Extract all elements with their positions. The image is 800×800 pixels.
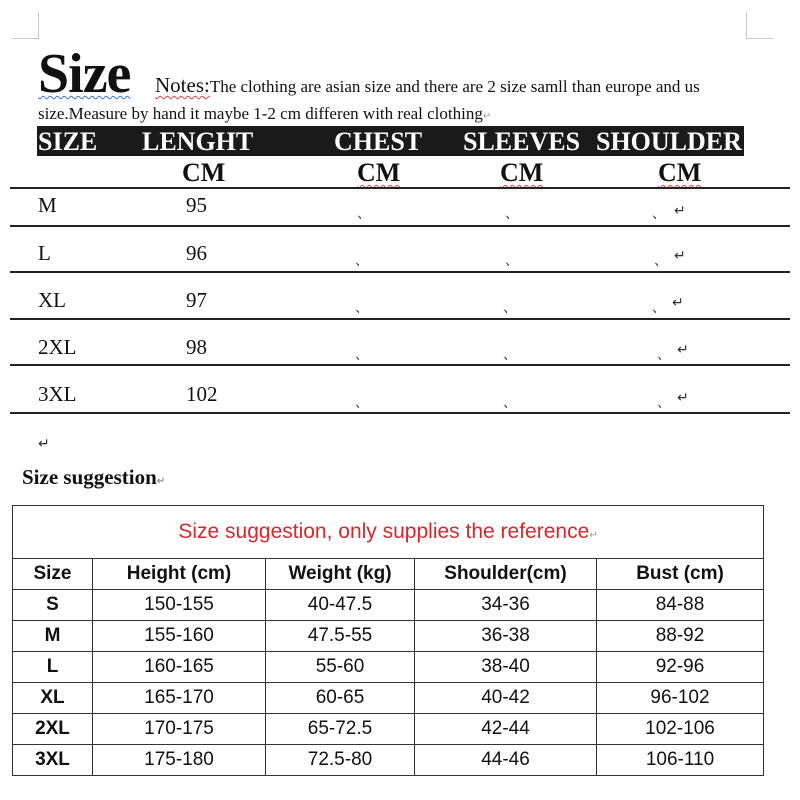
page-corner-mark-top-right [746, 12, 773, 39]
cell-weight: 60-65 [266, 683, 415, 714]
table-row [13, 745, 764, 776]
paragraph-mark-icon: ↵ [672, 296, 684, 311]
cell-bust: 96-102 [597, 683, 764, 714]
table-row [13, 652, 764, 683]
cell-shoulder: 42-44 [415, 714, 597, 745]
row-sleeves: 、 [503, 396, 517, 411]
header-weight: Weight (kg) [266, 559, 415, 590]
notes-line-2 [38, 104, 491, 124]
row-shoulder: 、 [652, 207, 666, 222]
cell-weight: 47.5-55 [266, 621, 415, 652]
header-length: LENGHT [142, 127, 254, 156]
notes-text-1: The clothing are asian size and there are 2 size samll than europe and us [209, 77, 700, 96]
paragraph-mark-icon: ↵ [38, 437, 50, 452]
table-rule [10, 364, 790, 366]
cell-height: 165-170 [93, 683, 266, 714]
cell-shoulder: 44-46 [415, 745, 597, 776]
row-shoulder: 、 [654, 254, 668, 269]
cell-weight: 40-47.5 [266, 590, 415, 621]
row-size: XL [38, 288, 66, 312]
table-rule [10, 271, 790, 273]
table-rule [10, 412, 790, 414]
table-row [13, 683, 764, 714]
row-shoulder: 、 [652, 301, 666, 316]
row-sleeves: 、 [503, 348, 517, 363]
row-size: L [38, 241, 51, 265]
cell-shoulder: 34-36 [415, 590, 597, 621]
cell-height: 160-165 [93, 652, 266, 683]
row-length: 95 [186, 193, 207, 217]
row-chest: 、 [355, 348, 369, 363]
cell-shoulder: 40-42 [415, 683, 597, 714]
header-height: Height (cm) [93, 559, 266, 590]
notes-label: Notes: [155, 73, 210, 97]
paragraph-mark-icon: ↵ [674, 204, 686, 219]
header-bust: Bust (cm) [597, 559, 764, 590]
row-shoulder: 、 [657, 396, 671, 411]
row-length: 98 [186, 335, 207, 359]
cell-weight: 65-72.5 [266, 714, 415, 745]
cell-weight: 55-60 [266, 652, 415, 683]
page-title: Size [38, 43, 131, 105]
paragraph-mark-icon: ↵ [677, 343, 689, 358]
header-sleeves: SLEEVES [463, 127, 581, 156]
unit-shoulder: CM [658, 158, 702, 187]
notes-line-1 [155, 73, 700, 98]
cell-bust: 84-88 [597, 590, 764, 621]
size-suggestion-heading [22, 465, 165, 490]
size-suggestion-caption [13, 506, 764, 559]
cell-shoulder: 36-38 [415, 621, 597, 652]
paragraph-mark-icon: ↵ [156, 476, 166, 487]
header-chest: CHEST [334, 127, 423, 156]
cell-size: 2XL [13, 714, 93, 745]
cell-height: 175-180 [93, 745, 266, 776]
header-size: Size [13, 559, 93, 590]
cell-height: 170-175 [93, 714, 266, 745]
table-rule [10, 187, 790, 189]
header-size: SIZE [38, 127, 98, 156]
row-shoulder: 、 [657, 348, 671, 363]
table-header-row [13, 559, 764, 590]
cell-shoulder: 38-40 [415, 652, 597, 683]
size-suggestion-table [12, 505, 764, 776]
notes-text-2: size.Measure by hand it maybe 1-2 cm differen with real clothing [38, 104, 483, 123]
row-size: 2XL [38, 335, 77, 359]
page-corner-mark-top-left [12, 12, 39, 39]
row-chest: 、 [357, 207, 371, 222]
cell-height: 150-155 [93, 590, 266, 621]
caption-text: Size suggestion, only supplies the reference [178, 520, 590, 543]
unit-sleeves: CM [500, 158, 544, 187]
cell-size: L [13, 652, 93, 683]
paragraph-mark-icon: ↵ [677, 391, 689, 406]
table-rule [10, 318, 790, 320]
cell-size: S [13, 590, 93, 621]
table-row [13, 714, 764, 745]
cell-size: M [13, 621, 93, 652]
paragraph-mark-icon: ↵ [674, 249, 686, 264]
row-sleeves: 、 [503, 301, 517, 316]
table-row [13, 590, 764, 621]
cell-bust: 106-110 [597, 745, 764, 776]
table-rule [10, 225, 790, 227]
row-length: 97 [186, 288, 207, 312]
unit-chest: CM [357, 158, 401, 187]
row-length: 102 [186, 382, 218, 406]
row-length: 96 [186, 241, 207, 265]
cell-size: 3XL [13, 745, 93, 776]
row-chest: 、 [355, 396, 369, 411]
cell-weight: 72.5-80 [266, 745, 415, 776]
row-chest: 、 [355, 254, 369, 269]
cell-bust: 92-96 [597, 652, 764, 683]
table-row [13, 621, 764, 652]
row-sleeves: 、 [505, 254, 519, 269]
cell-bust: 88-92 [597, 621, 764, 652]
header-shoulder: Shoulder(cm) [415, 559, 597, 590]
paragraph-mark-icon: ↵ [482, 111, 492, 122]
cell-size: XL [13, 683, 93, 714]
cell-height: 155-160 [93, 621, 266, 652]
row-size: 3XL [38, 382, 77, 406]
paragraph-mark-icon: ↵ [589, 530, 598, 541]
row-chest: 、 [355, 301, 369, 316]
unit-length: CM [182, 158, 226, 187]
header-shoulder: SHOULDER [596, 127, 742, 156]
row-size: M [38, 193, 57, 217]
size-suggestion-heading-text: Size suggestion [22, 465, 157, 489]
row-sleeves: 、 [505, 207, 519, 222]
cell-bust: 102-106 [597, 714, 764, 745]
